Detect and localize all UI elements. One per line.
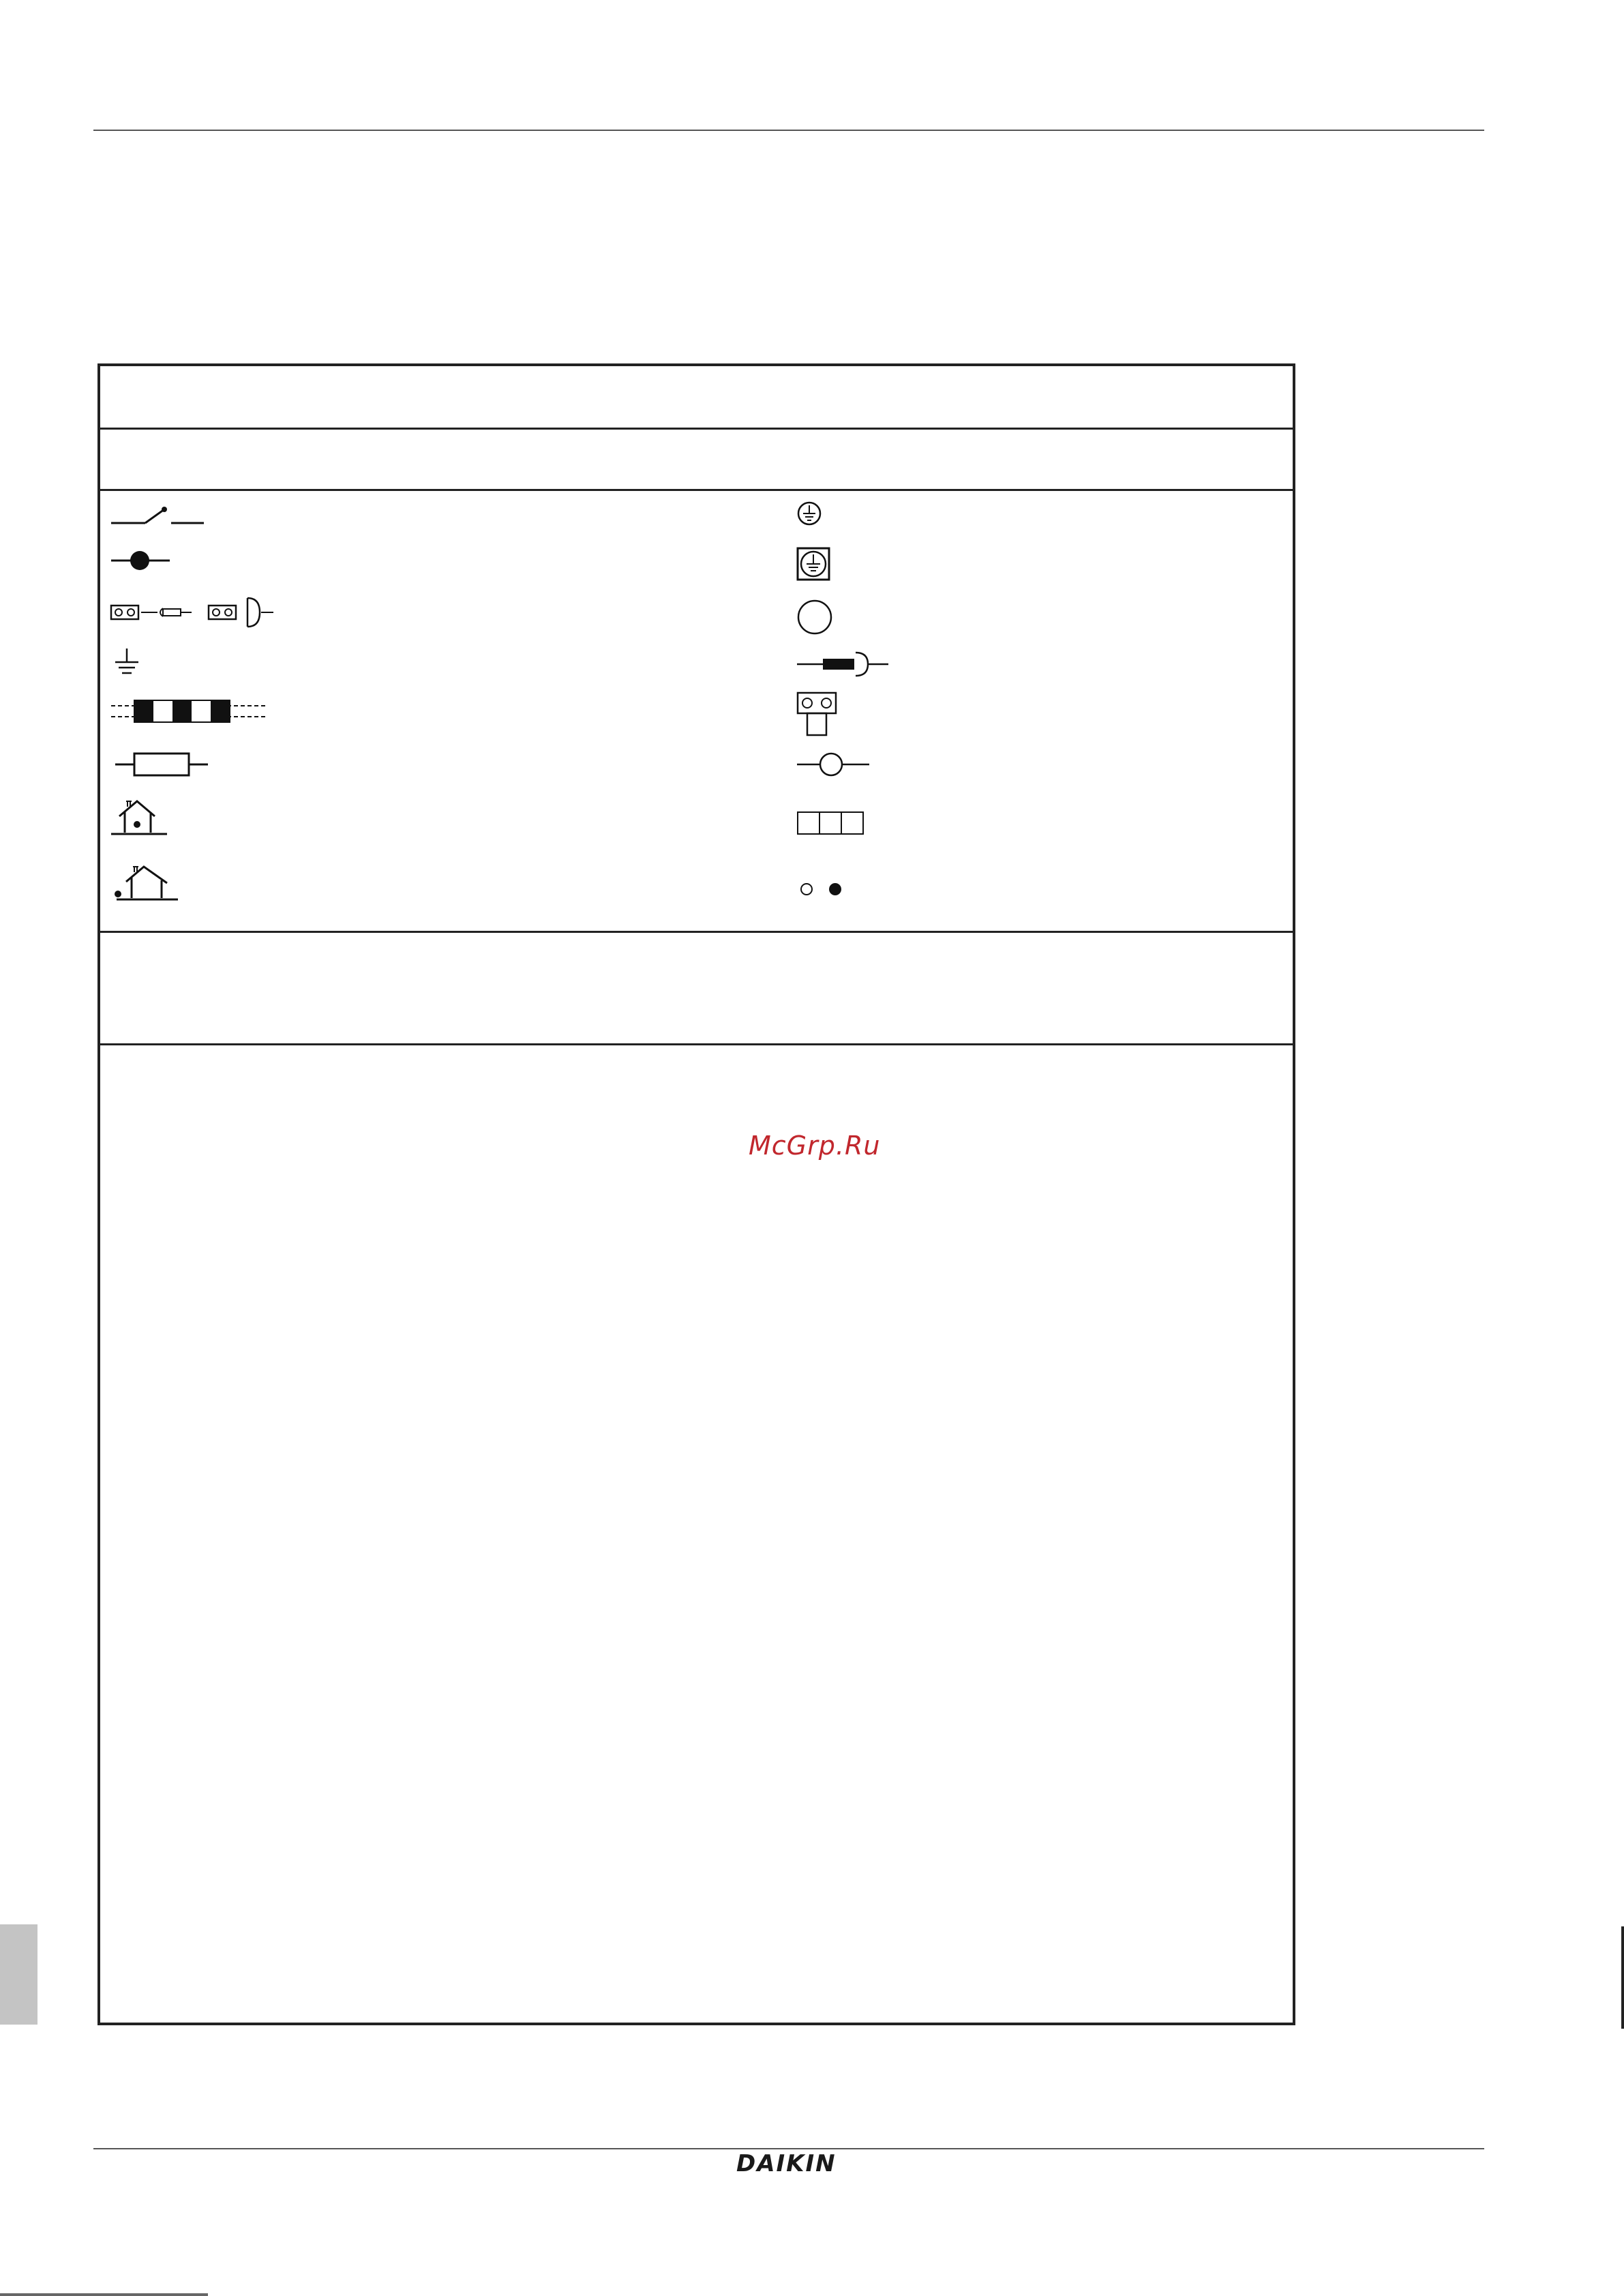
open-filled-terminal-icon xyxy=(796,879,843,899)
connection-dot-icon xyxy=(110,547,171,574)
table-divider xyxy=(100,428,1293,430)
relay-connector-icon xyxy=(796,691,843,739)
bottom-rule xyxy=(93,2148,1484,2149)
connector-pair-icon xyxy=(110,597,280,631)
watermark-text: McGrp.Ru xyxy=(749,1131,881,1161)
protective-earth-icon xyxy=(796,500,823,527)
chapter-side-tab xyxy=(0,1924,37,2025)
fuse-icon xyxy=(114,749,209,779)
table-divider xyxy=(100,1043,1293,1045)
top-rule xyxy=(93,130,1484,131)
table-divider xyxy=(100,931,1293,933)
circle-component-icon xyxy=(796,598,834,636)
outdoor-unit-house-icon xyxy=(110,863,185,904)
indoor-unit-house-icon xyxy=(110,797,171,838)
footer-cutline xyxy=(0,2293,208,2296)
field-wiring-dashed-icon xyxy=(110,699,267,724)
inline-terminal-icon xyxy=(796,749,871,779)
protective-earth-boxed-icon xyxy=(796,546,831,582)
terminal-strip-icon xyxy=(796,809,867,837)
ground-icon xyxy=(110,647,144,681)
daikin-logo: DAIKIN xyxy=(736,2150,837,2177)
wiring-legend-table xyxy=(97,363,1295,2025)
edge-mark xyxy=(1621,1926,1624,2029)
switch-icon xyxy=(110,503,205,530)
plug-connector-icon xyxy=(796,647,891,681)
table-divider xyxy=(100,489,1293,491)
